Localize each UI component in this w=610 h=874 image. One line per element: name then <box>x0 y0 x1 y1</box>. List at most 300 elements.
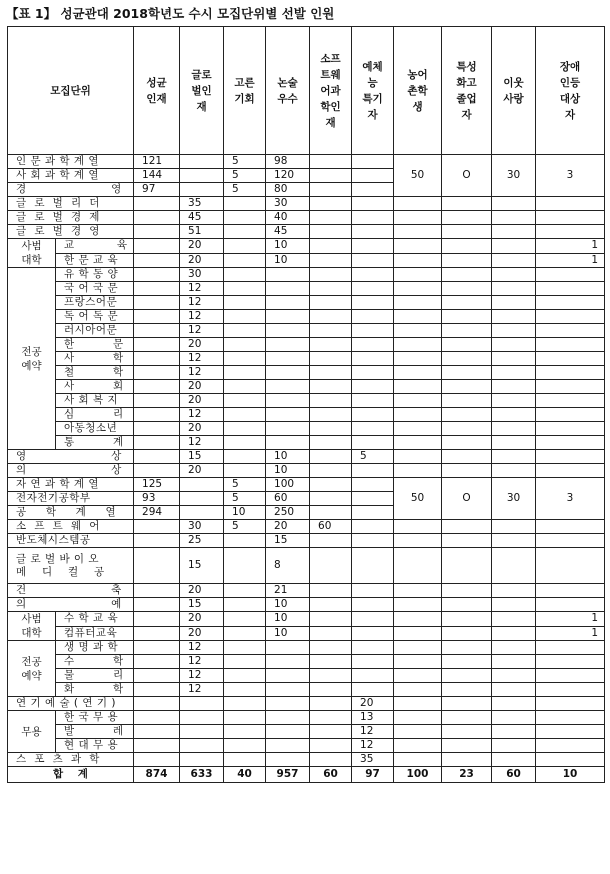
cell-c8 <box>442 310 492 324</box>
table-row <box>8 464 605 478</box>
unit-name: 현 대 무 용 <box>56 739 134 753</box>
total-label: 합 계 <box>8 767 134 783</box>
total-c5: 60 <box>310 767 352 783</box>
cell-c7 <box>394 464 442 478</box>
table-row <box>8 253 605 268</box>
cell-c2: 20 <box>180 422 224 436</box>
cell-c1 <box>134 268 180 282</box>
cell-c1: 97 <box>134 183 180 197</box>
cell-c9 <box>492 296 536 310</box>
cell-c2 <box>180 169 224 183</box>
group-label: 사범 대학 <box>8 239 56 268</box>
cell-c9 <box>492 380 536 394</box>
cell-c5 <box>310 352 352 366</box>
cell-c9 <box>492 225 536 239</box>
table-row <box>8 753 605 767</box>
cell-c3 <box>224 739 266 753</box>
cell-c9 <box>492 584 536 598</box>
cell-c9 <box>492 366 536 380</box>
cell-c7 <box>394 584 442 598</box>
cell-c3 <box>224 352 266 366</box>
cell-c9 <box>492 324 536 338</box>
cell-c7 <box>394 598 442 612</box>
cell-c5 <box>310 534 352 548</box>
cell-c1 <box>134 697 180 711</box>
cell-c4 <box>266 739 310 753</box>
cell-c8 <box>442 352 492 366</box>
cell-c2: 12 <box>180 366 224 380</box>
cell-c8 <box>442 436 492 450</box>
cell-c6 <box>352 478 394 492</box>
cell-c5 <box>310 338 352 352</box>
header-c9: 이웃 사랑 <box>492 27 536 155</box>
cell-c4 <box>266 711 310 725</box>
unit-name: 유 학 동 양 <box>56 268 134 282</box>
cell-c1 <box>134 211 180 225</box>
cell-c7 <box>394 352 442 366</box>
cell-c2: 20 <box>180 394 224 408</box>
unit-name: 한 문 교 육 <box>56 253 134 268</box>
cell-c5 <box>310 155 352 169</box>
cell-c8 <box>442 394 492 408</box>
cell-c4 <box>266 641 310 655</box>
cell-c3: 5 <box>224 183 266 197</box>
total-c10: 10 <box>536 767 605 783</box>
cell-c3 <box>224 197 266 211</box>
cell-c3 <box>224 380 266 394</box>
header-c3: 고른 기회 <box>224 27 266 155</box>
cell-c5 <box>310 169 352 183</box>
cell-c6 <box>352 548 394 584</box>
cell-c6 <box>352 239 394 254</box>
cell-c6 <box>352 584 394 598</box>
cell-c6 <box>352 598 394 612</box>
cell-c4 <box>266 422 310 436</box>
cell-c7 <box>394 534 442 548</box>
cell-c5 <box>310 506 352 520</box>
cell-c8 <box>442 408 492 422</box>
cell-c6: 35 <box>352 753 394 767</box>
cell-c6 <box>352 324 394 338</box>
cell-c3 <box>224 408 266 422</box>
unit-name: 철 학 <box>56 366 134 380</box>
total-c6: 97 <box>352 767 394 783</box>
unit-name: 아동청소년 <box>56 422 134 436</box>
cell-c7 <box>394 197 442 211</box>
table-row <box>8 626 605 641</box>
merged-c10: 3 <box>536 478 605 520</box>
cell-c3 <box>224 310 266 324</box>
cell-c8 <box>442 612 492 627</box>
table-row <box>8 310 605 324</box>
cell-c1 <box>134 422 180 436</box>
cell-c5 <box>310 612 352 627</box>
cell-c5 <box>310 394 352 408</box>
cell-c2: 15 <box>180 598 224 612</box>
cell-c9 <box>492 310 536 324</box>
merged-c7: 50 <box>394 155 442 197</box>
cell-c5 <box>310 183 352 197</box>
cell-c7 <box>394 739 442 753</box>
cell-c8 <box>442 239 492 254</box>
cell-c2: 12 <box>180 282 224 296</box>
cell-c6 <box>352 612 394 627</box>
cell-c4: 15 <box>266 534 310 548</box>
cell-c3: 10 <box>224 506 266 520</box>
unit-name: 사 회 <box>56 380 134 394</box>
cell-c8 <box>442 197 492 211</box>
group-label: 전공 예약 <box>8 641 56 697</box>
cell-c5 <box>310 366 352 380</box>
cell-c6 <box>352 534 394 548</box>
cell-c10 <box>536 548 605 584</box>
cell-c5 <box>310 450 352 464</box>
cell-c2: 30 <box>180 520 224 534</box>
table-row <box>8 655 605 669</box>
cell-c4 <box>266 310 310 324</box>
cell-c1 <box>134 612 180 627</box>
cell-c6 <box>352 197 394 211</box>
cell-c3 <box>224 394 266 408</box>
cell-c5 <box>310 296 352 310</box>
admission-table <box>7 26 605 783</box>
cell-c1 <box>134 436 180 450</box>
cell-c5: 60 <box>310 520 352 534</box>
cell-c10: 1 <box>536 612 605 627</box>
cell-c4: 21 <box>266 584 310 598</box>
cell-c1 <box>134 534 180 548</box>
table-row <box>8 239 605 254</box>
cell-c3 <box>224 268 266 282</box>
cell-c10 <box>536 338 605 352</box>
cell-c2: 12 <box>180 408 224 422</box>
cell-c8 <box>442 739 492 753</box>
cell-c1 <box>134 655 180 669</box>
cell-c7 <box>394 725 442 739</box>
header-c2: 글로 벌인 재 <box>180 27 224 155</box>
cell-c10 <box>536 296 605 310</box>
cell-c3 <box>224 211 266 225</box>
cell-c2: 20 <box>180 464 224 478</box>
cell-c5 <box>310 225 352 239</box>
cell-c7 <box>394 310 442 324</box>
cell-c5 <box>310 253 352 268</box>
cell-c1 <box>134 338 180 352</box>
unit-name: 자 연 과 학 계 열 <box>8 478 134 492</box>
cell-c6 <box>352 253 394 268</box>
cell-c2: 51 <box>180 225 224 239</box>
cell-c5 <box>310 641 352 655</box>
table-row <box>8 225 605 239</box>
cell-c7 <box>394 697 442 711</box>
total-c8: 23 <box>442 767 492 783</box>
cell-c6: 20 <box>352 697 394 711</box>
cell-c7 <box>394 548 442 584</box>
cell-c6 <box>352 506 394 520</box>
table-row <box>8 641 605 655</box>
cell-c1 <box>134 253 180 268</box>
cell-c4 <box>266 408 310 422</box>
cell-c9 <box>492 697 536 711</box>
cell-c1 <box>134 464 180 478</box>
table-row <box>8 697 605 711</box>
cell-c7 <box>394 380 442 394</box>
unit-name: 글 로 벌 경 영 <box>8 225 134 239</box>
group-label: 사범 대학 <box>8 612 56 641</box>
cell-c8 <box>442 338 492 352</box>
cell-c4: 100 <box>266 478 310 492</box>
cell-c7 <box>394 711 442 725</box>
cell-c5 <box>310 655 352 669</box>
cell-c8 <box>442 753 492 767</box>
cell-c8 <box>442 211 492 225</box>
cell-c4: 10 <box>266 253 310 268</box>
cell-c9 <box>492 408 536 422</box>
unit-name: 연 기 예 술 ( 연 기 ) <box>8 697 134 711</box>
cell-c10 <box>536 641 605 655</box>
table-row <box>8 711 605 725</box>
cell-c8 <box>442 422 492 436</box>
cell-c6 <box>352 641 394 655</box>
cell-c4: 120 <box>266 169 310 183</box>
table-row <box>8 338 605 352</box>
unit-name: 독 어 독 문 <box>56 310 134 324</box>
cell-c1 <box>134 310 180 324</box>
cell-c8 <box>442 253 492 268</box>
cell-c3: 5 <box>224 155 266 169</box>
cell-c8 <box>442 366 492 380</box>
cell-c9 <box>492 669 536 683</box>
cell-c4: 20 <box>266 520 310 534</box>
cell-c1 <box>134 598 180 612</box>
header-unit: 모집단위 <box>8 27 134 155</box>
table-row <box>8 422 605 436</box>
cell-c4: 8 <box>266 548 310 584</box>
cell-c3 <box>224 282 266 296</box>
cell-c3 <box>224 464 266 478</box>
cell-c1 <box>134 352 180 366</box>
cell-c7 <box>394 253 442 268</box>
cell-c8 <box>442 324 492 338</box>
cell-c3: 5 <box>224 492 266 506</box>
cell-c8 <box>442 725 492 739</box>
unit-name: 수 학 교 육 <box>56 612 134 627</box>
table-row <box>8 296 605 310</box>
cell-c6 <box>352 366 394 380</box>
cell-c9 <box>492 612 536 627</box>
table-row <box>8 282 605 296</box>
cell-c1: 125 <box>134 478 180 492</box>
cell-c2: 15 <box>180 548 224 584</box>
cell-c1 <box>134 225 180 239</box>
cell-c2: 12 <box>180 352 224 366</box>
cell-c5 <box>310 282 352 296</box>
unit-name: 반도체시스템공 <box>8 534 134 548</box>
cell-c3: 5 <box>224 520 266 534</box>
cell-c6 <box>352 310 394 324</box>
cell-c7 <box>394 282 442 296</box>
cell-c4: 80 <box>266 183 310 197</box>
cell-c9 <box>492 394 536 408</box>
cell-c4 <box>266 338 310 352</box>
cell-c2 <box>180 492 224 506</box>
table-row <box>8 548 605 584</box>
group-label: 무용 <box>8 711 56 753</box>
cell-c8 <box>442 655 492 669</box>
unit-name: 한 문 <box>56 338 134 352</box>
cell-c5 <box>310 725 352 739</box>
table-body <box>8 155 605 783</box>
cell-c3 <box>224 697 266 711</box>
cell-c3 <box>224 534 266 548</box>
cell-c7 <box>394 338 442 352</box>
table-row <box>8 520 605 534</box>
cell-c10: 1 <box>536 239 605 254</box>
table-row <box>8 197 605 211</box>
unit-name: 사 학 <box>56 352 134 366</box>
cell-c9 <box>492 711 536 725</box>
cell-c10 <box>536 584 605 598</box>
cell-c7 <box>394 408 442 422</box>
cell-c8 <box>442 268 492 282</box>
cell-c10 <box>536 436 605 450</box>
cell-c4: 10 <box>266 239 310 254</box>
cell-c6 <box>352 380 394 394</box>
cell-c3: 5 <box>224 478 266 492</box>
cell-c5 <box>310 310 352 324</box>
cell-c3 <box>224 683 266 697</box>
unit-name: 영 상 <box>8 450 134 464</box>
merged-c7: 50 <box>394 478 442 520</box>
cell-c10 <box>536 711 605 725</box>
merged-c8: O <box>442 155 492 197</box>
cell-c6 <box>352 683 394 697</box>
cell-c6 <box>352 408 394 422</box>
cell-c4 <box>266 697 310 711</box>
cell-c2: 20 <box>180 612 224 627</box>
cell-c8 <box>442 464 492 478</box>
cell-c9 <box>492 436 536 450</box>
cell-c9 <box>492 450 536 464</box>
cell-c3 <box>224 725 266 739</box>
cell-c7 <box>394 520 442 534</box>
cell-c4 <box>266 669 310 683</box>
unit-name: 글 로 벌 바 이 오 메 디 컬 공 <box>8 548 134 584</box>
total-c4: 957 <box>266 767 310 783</box>
cell-c3 <box>224 253 266 268</box>
cell-c6: 13 <box>352 711 394 725</box>
cell-c2 <box>180 697 224 711</box>
cell-c9 <box>492 683 536 697</box>
cell-c1 <box>134 282 180 296</box>
cell-c3 <box>224 753 266 767</box>
unit-name: 프랑스어문 <box>56 296 134 310</box>
total-c9: 60 <box>492 767 536 783</box>
header-c4: 논술 우수 <box>266 27 310 155</box>
cell-c8 <box>442 450 492 464</box>
cell-c9 <box>492 211 536 225</box>
cell-c5 <box>310 422 352 436</box>
cell-c9 <box>492 464 536 478</box>
cell-c2: 15 <box>180 450 224 464</box>
cell-c8 <box>442 534 492 548</box>
cell-c2: 45 <box>180 211 224 225</box>
cell-c9 <box>492 253 536 268</box>
cell-c3 <box>224 655 266 669</box>
cell-c4 <box>266 753 310 767</box>
cell-c2: 12 <box>180 641 224 655</box>
unit-name: 전자전기공학부 <box>8 492 134 506</box>
cell-c3 <box>224 239 266 254</box>
cell-c1 <box>134 408 180 422</box>
cell-c9 <box>492 422 536 436</box>
unit-name: 의 예 <box>8 598 134 612</box>
cell-c8 <box>442 626 492 641</box>
cell-c1 <box>134 520 180 534</box>
cell-c5 <box>310 584 352 598</box>
cell-c3 <box>224 225 266 239</box>
cell-c2 <box>180 753 224 767</box>
cell-c1 <box>134 739 180 753</box>
cell-c10 <box>536 324 605 338</box>
cell-c4 <box>266 282 310 296</box>
cell-c5 <box>310 548 352 584</box>
cell-c1: 144 <box>134 169 180 183</box>
cell-c9 <box>492 239 536 254</box>
cell-c4: 250 <box>266 506 310 520</box>
cell-c3 <box>224 338 266 352</box>
cell-c2: 12 <box>180 324 224 338</box>
cell-c6 <box>352 225 394 239</box>
cell-c7 <box>394 450 442 464</box>
cell-c4: 10 <box>266 612 310 627</box>
cell-c10 <box>536 225 605 239</box>
cell-c10 <box>536 310 605 324</box>
cell-c5 <box>310 669 352 683</box>
cell-c4: 10 <box>266 464 310 478</box>
cell-c1 <box>134 296 180 310</box>
cell-c10 <box>536 408 605 422</box>
cell-c10 <box>536 394 605 408</box>
cell-c10 <box>536 366 605 380</box>
unit-name: 인 문 과 학 계 열 <box>8 155 134 169</box>
cell-c1 <box>134 626 180 641</box>
header-c6: 예체 능 특기 자 <box>352 27 394 155</box>
cell-c9 <box>492 598 536 612</box>
cell-c6 <box>352 422 394 436</box>
cell-c1 <box>134 584 180 598</box>
cell-c9 <box>492 197 536 211</box>
cell-c2: 30 <box>180 268 224 282</box>
cell-c9 <box>492 626 536 641</box>
cell-c6: 12 <box>352 739 394 753</box>
cell-c1: 121 <box>134 155 180 169</box>
cell-c5 <box>310 492 352 506</box>
cell-c3 <box>224 612 266 627</box>
cell-c6: 5 <box>352 450 394 464</box>
cell-c5 <box>310 464 352 478</box>
cell-c5 <box>310 711 352 725</box>
cell-c6 <box>352 155 394 169</box>
cell-c4: 30 <box>266 197 310 211</box>
cell-c10 <box>536 197 605 211</box>
cell-c1 <box>134 725 180 739</box>
cell-c1 <box>134 683 180 697</box>
cell-c7 <box>394 683 442 697</box>
cell-c7 <box>394 296 442 310</box>
cell-c1 <box>134 669 180 683</box>
unit-name: 사 회 복 지 <box>56 394 134 408</box>
